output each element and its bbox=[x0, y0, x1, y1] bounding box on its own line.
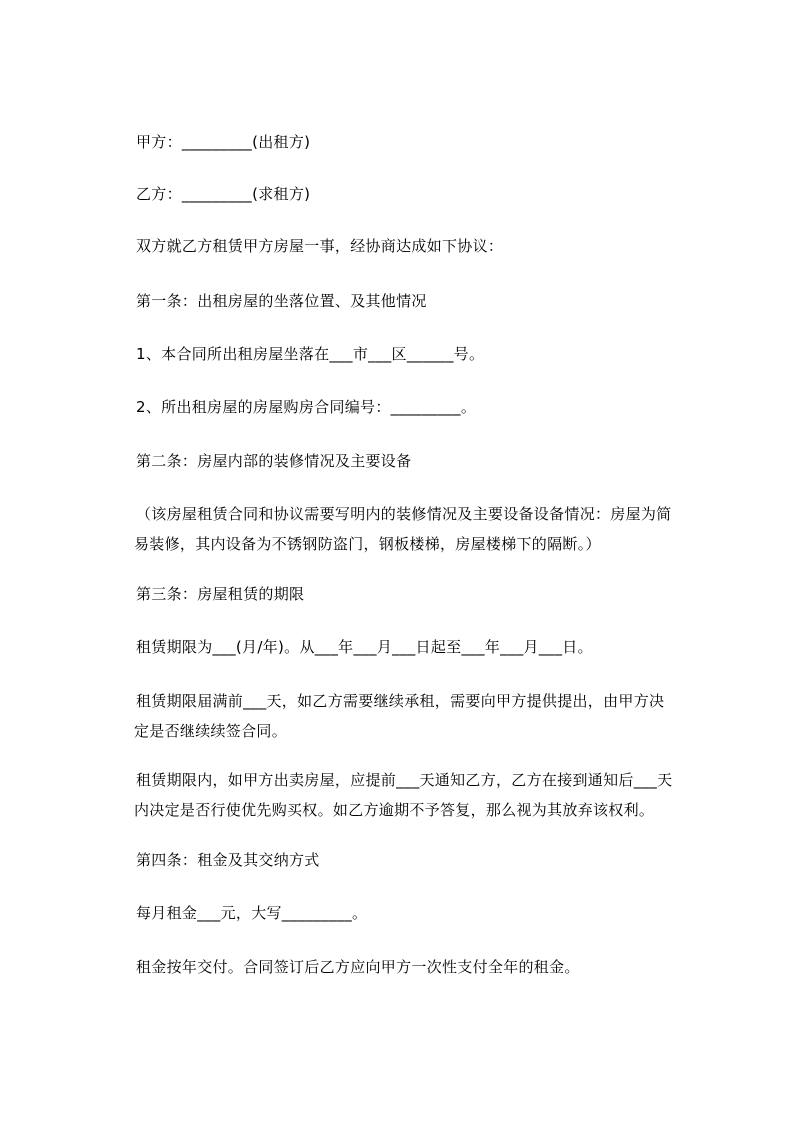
article4-payment: 租金按年交付。合同签订后乙方应向甲方一次性支付全年的租金。 bbox=[136, 958, 580, 976]
article3-sale-line1: 租赁期限内，如甲方出卖房屋，应提前___天通知乙方，乙方在接到通知后___天 bbox=[136, 771, 673, 789]
article3-term: 租赁期限为___(月/年)。从___年___月___日起至___年___月___日。 bbox=[136, 638, 593, 656]
article1-item2: 2、所出租房屋的房屋购房合同编号：_________。 bbox=[136, 398, 477, 416]
article4-rent: 每月租金___元，大写_________。 bbox=[136, 904, 368, 922]
party-a-line: 甲方：_________(出租方) bbox=[136, 133, 311, 151]
article4-title: 第四条：租金及其交纳方式 bbox=[136, 851, 320, 869]
article2-title: 第二条：房屋内部的装修情况及主要设备 bbox=[136, 452, 412, 470]
article1-item1: 1、本合同所出租房屋坐落在___市___区______号。 bbox=[136, 345, 485, 363]
article3-sale-line2: 内决定是否行使优先购买权。如乙方逾期不予答复，那么视为其放弃该权利。 bbox=[134, 801, 655, 819]
article2-body-line1: （该房屋租赁合同和协议需要写明内的装修情况及主要设备设备情况：房屋为简 bbox=[136, 505, 672, 523]
article2-body-line2: 易装修，其内设备为不锈钢防盗门，钢板楼梯，房屋楼梯下的隔断。） bbox=[134, 535, 601, 553]
article2-body bbox=[136, 499, 716, 559]
article3-renewal-line1: 租赁期限届满前___天，如乙方需要继续承租，需要向甲方提供提出，由甲方决 bbox=[136, 692, 665, 710]
article3-renewal-line2: 定是否继续续签合同。 bbox=[134, 722, 288, 740]
intro-line: 双方就乙方租赁甲方房屋一事，经协商达成如下协议： bbox=[136, 237, 504, 255]
article1-title: 第一条：出租房屋的坐落位置、及其他情况 bbox=[136, 292, 427, 310]
party-b-line: 乙方：_________(求租方) bbox=[136, 185, 311, 203]
article3-sale bbox=[136, 765, 716, 825]
article3-renewal bbox=[136, 686, 716, 746]
article3-title: 第三条：房屋租赁的期限 bbox=[136, 585, 305, 603]
